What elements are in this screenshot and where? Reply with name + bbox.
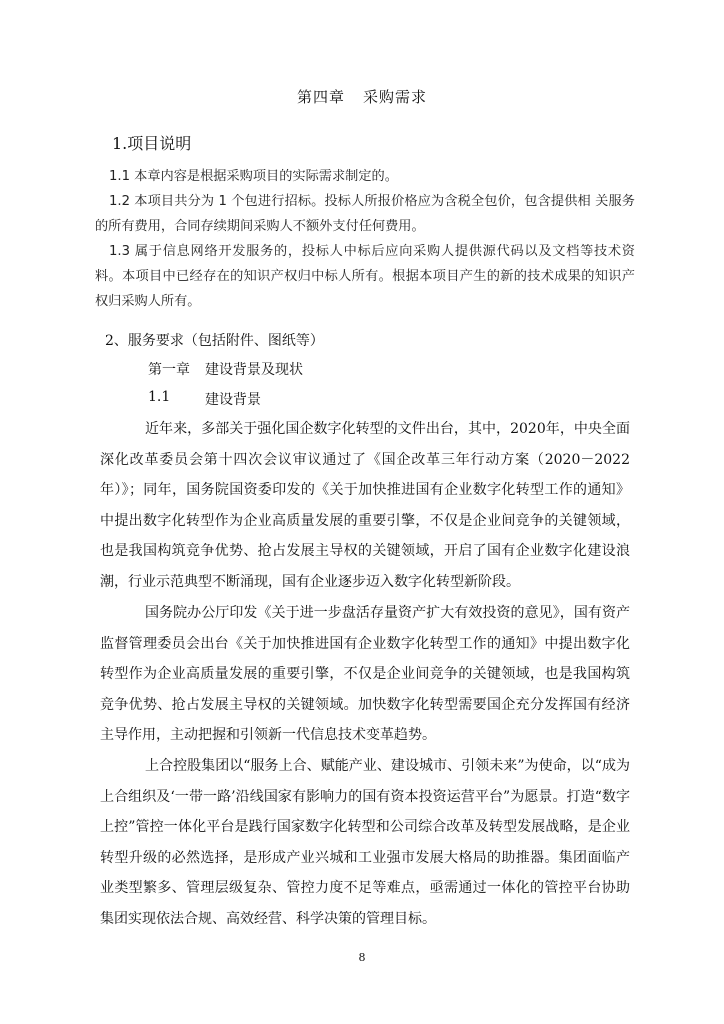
section1-heading: 1.项目说明: [112, 134, 192, 153]
chapter-name: 采购需求: [363, 88, 428, 106]
section2-heading: 2、服务要求（包括附件、图纸等）: [105, 333, 324, 349]
page-number: 8: [358, 951, 366, 964]
sub-chapter-title: 建设背景及现状: [205, 362, 303, 378]
chapter-label: 第四章: [296, 88, 345, 106]
sub-section-number: 1.1: [148, 389, 171, 405]
sub-section-title: 建设背景: [205, 392, 261, 408]
sub-chapter-label: 第一章: [148, 362, 190, 378]
body-paragraph-1: 近年来，多部关于强化国企数字化转型的文件出台，其中，2020年，中央全面深化改革委员会第十四次会议审议通过了《国企改革三年行动方案（2020－2022年）》；同年，国务院国资委印发的《关于加快推进国有企业数字化转型工作的通知》中提出数字化转型作为企业高质量发展的重要引擎，不仅是企业间竞争的关键领域，也是我国构筑竞争优势、抢占发展主导权的关键领域，开启了国有企业数字化建设浪潮，行业示范典型不断涌现，国有企业逐步迈入数字化转型新阶段。: [100, 421, 630, 590]
body-paragraph-3: 上合控股集团以“服务上合、赋能产业、建设城市、引领未来”为使命，以“成为上合组织及‘一带一路’沿线国家有影响力的国有资本投资运营平台”为愿景。打造“数字上控”管控一体化平台是践行国家数字化转型和公司综合改革及转型发展战略，是企业转型升级的必然选择，是形成产业兴城和工业强市发展大格局的助推器。集团面临产业类型繁多、管理层级复杂、管控力度不足等难点，亟需通过一体化的管控平台协助集团实现依法合规、高效经营、科学决策的管理目标。: [100, 758, 630, 927]
paragraph-1-1: 1.1 本章内容是根据采购项目的实际需求制定的。: [109, 169, 398, 184]
body-paragraph-2: 国务院办公厅印发《关于进一步盘活存量资产扩大有效投资的意见》，国有资产监督管理委员会出台《关于加快推进国有企业数字化转型工作的通知》中提出数字化转型作为企业高质量发展的重要引擎，不仅是企业间竞争的关键领域，也是我国构筑竞争优势、抢占发展主导权的关键领域。加快数字化转型需要国企充分发挥国有经济主导作用，主动把握和引领新一代信息技术变革趋势。: [100, 605, 630, 743]
chapter-title: [0, 86, 724, 107]
paragraph-1-3: 1.3 属于信息网络开发服务的，投标人中标后应向采购人提供源代码以及文档等技术资料。本项目中已经存在的知识产权归中标人所有。根据本项目产生的新的技术成果的知识产权归采购人所有。: [95, 244, 635, 309]
paragraph-1-2: 1.2 本项目共分为 1 个包进行招标。投标人所报价格应为含税全包价，包含提供相 关服务的所有费用，合同存续期间采购人不额外支付任何费用。: [95, 194, 635, 234]
